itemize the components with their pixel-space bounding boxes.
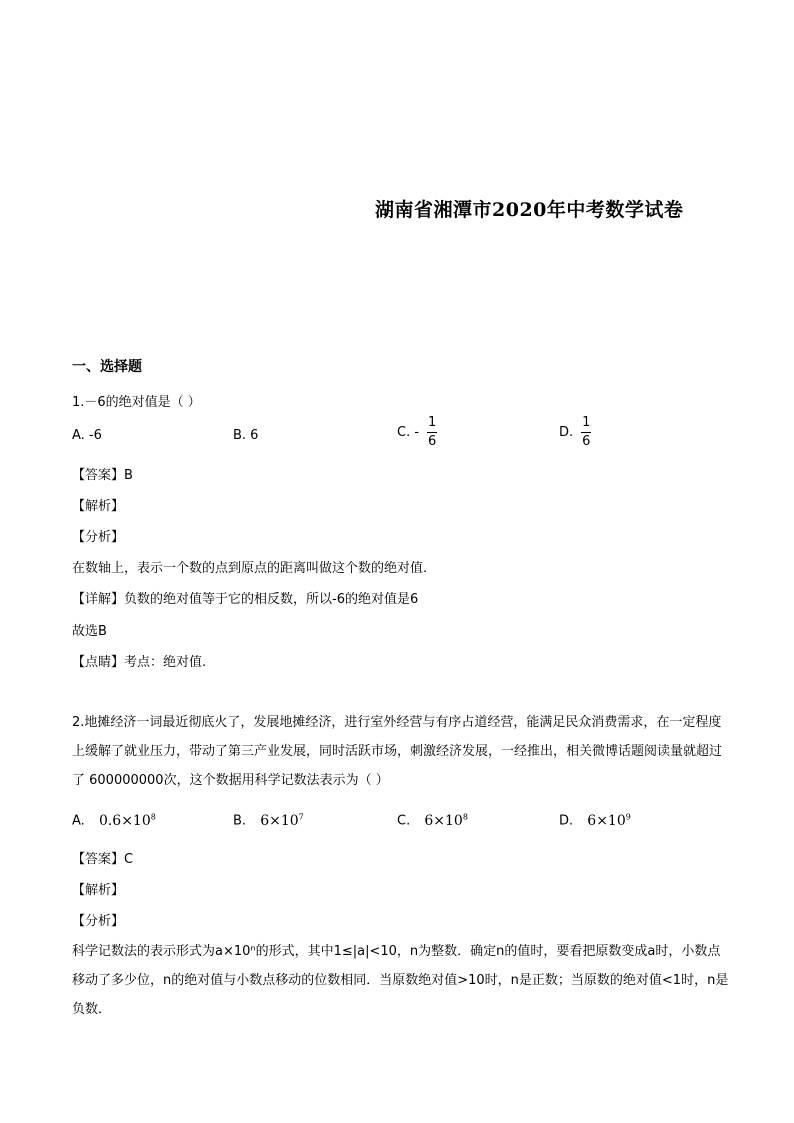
q2-option-c <box>397 812 468 829</box>
q2-stem: 2.地摊经济一词最近彻底火了，发展地摊经济，进行室外经营与有序占道经营，能满足民众消费需求，在一定程度上缓解了就业压力，带动了第三产业发展，同时活跃市场，刺激经济发展，一经推出，相关微博话题阅读量就超过了 600000000次，这个数据用科学记数法表示为（ ） <box>72 715 723 788</box>
fraction-denominator: 6 <box>428 434 437 449</box>
q2-option-c-expression <box>424 813 468 829</box>
fraction-bar <box>581 432 591 433</box>
q1-option-c <box>397 416 437 449</box>
q2-option-a <box>72 812 156 829</box>
q2-option-a-expression <box>99 813 156 829</box>
q1-detail: 【详解】负数的绝对值等于它的相反数，所以-6的绝对值是6 <box>72 592 419 607</box>
q2-option-b <box>233 812 304 829</box>
sci-exponent: 9 <box>625 812 631 821</box>
q1-option-d-label: D. <box>559 425 574 440</box>
q1-option-d-fraction <box>581 416 591 449</box>
q2-option-c-label: C. <box>397 813 411 829</box>
q1-choice: 故选B <box>72 624 107 639</box>
q1-option-d <box>559 416 591 449</box>
q2-option-b-expression <box>260 813 304 829</box>
q2-analysis-heading: 【解析】 <box>72 883 125 898</box>
q1-option-a: A. -6 <box>72 428 102 443</box>
q1-fenxi-text: 在数轴上，表示一个数的点到原点的距离叫做这个数的绝对值. <box>72 561 428 576</box>
sci-base: 6×10 <box>424 812 463 829</box>
q1-comment: 【点睛】考点：绝对值. <box>72 655 207 670</box>
q2-fenxi-text: 科学记数法的表示形式为a×10ⁿ的形式，其中1≤|a|<10，n为整数．确定n的值时，要看把原数变成a时，小数点移动了多少位，n的绝对值与小数点移动的位数相同．当原数绝对值>10时，n是正数；当原数的绝对值<1时，n是负数． <box>72 944 729 1017</box>
sci-base: 0.6×10 <box>98 812 151 829</box>
q1-option-b: B. 6 <box>233 428 259 443</box>
q1-stem: 1.－6的绝对值是（ ） <box>72 395 201 410</box>
sci-exponent: 8 <box>462 812 468 821</box>
q1-option-c-fraction <box>427 416 437 449</box>
q2-option-d-expression <box>587 813 631 829</box>
q2-option-d <box>559 812 631 829</box>
paper-title: 湖南省湘潭市2020年中考数学试卷 <box>375 199 684 221</box>
fraction-bar <box>427 432 437 433</box>
q1-option-c-label: C. - <box>397 425 420 440</box>
fraction-denominator: 6 <box>582 434 591 449</box>
q2-answer: 【答案】C <box>72 852 134 867</box>
q2-fenxi-heading: 【分析】 <box>72 914 125 929</box>
section-heading: 一、选择题 <box>72 359 142 375</box>
sci-exponent: 7 <box>298 812 304 821</box>
q1-analysis-heading: 【解析】 <box>72 499 125 514</box>
q2-option-d-label: D. <box>559 813 574 829</box>
sci-exponent: 8 <box>150 812 156 821</box>
q1-fenxi-heading: 【分析】 <box>72 530 125 545</box>
q2-option-a-label: A. <box>72 813 85 829</box>
fraction-numerator: 1 <box>428 415 437 430</box>
fraction-numerator: 1 <box>582 415 591 430</box>
sci-base: 6×10 <box>260 812 299 829</box>
sci-base: 6×10 <box>587 812 626 829</box>
q1-answer: 【答案】B <box>72 468 133 483</box>
q2-option-b-label: B. <box>233 813 247 829</box>
